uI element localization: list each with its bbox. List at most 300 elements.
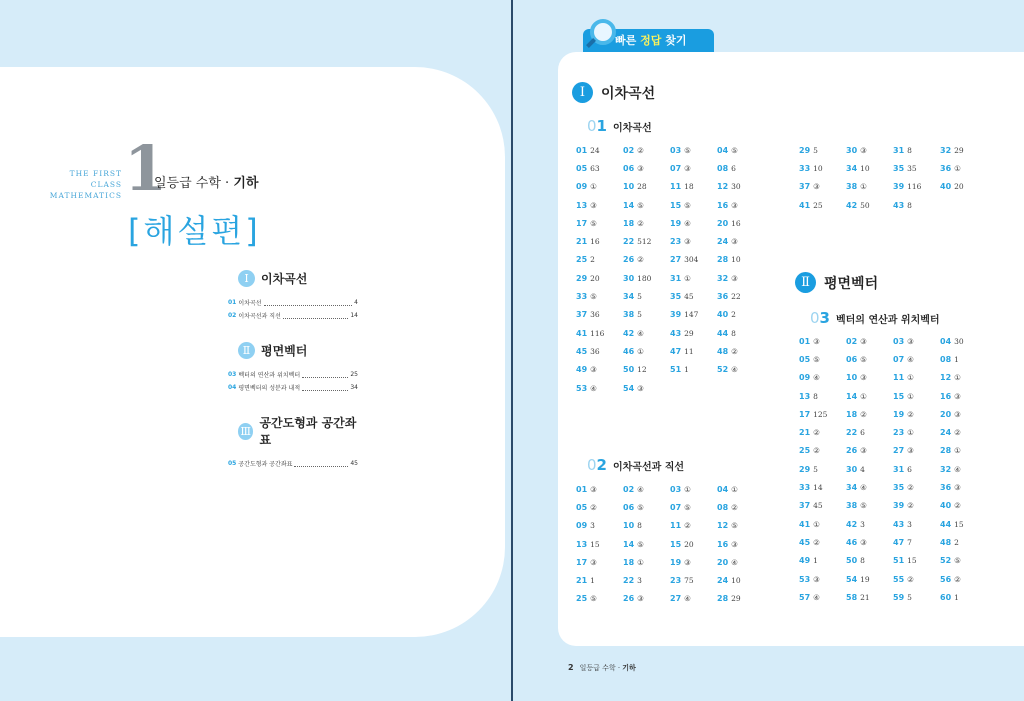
- roman-numeral-badge: Ⅱ: [795, 272, 816, 293]
- answer-cell: [940, 405, 987, 423]
- answer-cell: [623, 324, 670, 342]
- answer-cell: [717, 214, 764, 232]
- answer-value: ⑤: [731, 521, 738, 531]
- answer-value: 10: [731, 576, 741, 586]
- answer-cell: [846, 196, 893, 214]
- toc-section-title: 공간도형과 공간좌표: [259, 416, 357, 447]
- answer-value: 1: [813, 556, 818, 566]
- answer-value: ④: [684, 594, 691, 604]
- question-number: 31: [893, 464, 905, 474]
- answer-cell: [893, 350, 940, 368]
- question-number: 36: [940, 163, 952, 173]
- answer-value: ⑤: [813, 354, 820, 364]
- answer-cell: [576, 306, 623, 324]
- answer-cell: [623, 342, 670, 360]
- answer-value: ⑤: [731, 145, 738, 155]
- answer-value: ⑤: [684, 145, 691, 155]
- answer-value: 7: [907, 537, 912, 547]
- question-number: 48: [717, 346, 729, 356]
- question-number: 16: [940, 391, 952, 401]
- answer-cell: [799, 460, 846, 478]
- toc-item-page: 14: [350, 312, 358, 319]
- question-number: 50: [846, 556, 858, 566]
- answer-cell: [670, 214, 717, 232]
- answer-cell: [717, 498, 764, 516]
- toc-item[interactable]: [228, 457, 358, 470]
- answer-cell: [940, 159, 987, 177]
- answer-cell: [799, 332, 846, 350]
- answer-cell: [846, 497, 893, 515]
- question-number: 19: [893, 409, 905, 419]
- question-number: 03: [893, 336, 905, 346]
- answer-cell: [799, 552, 846, 570]
- answer-cell: [670, 196, 717, 214]
- question-number: 40: [717, 310, 729, 320]
- answer-value: ③: [860, 446, 867, 456]
- answer-cell: [893, 369, 940, 387]
- answer-cell: [576, 535, 623, 553]
- answer-cell: [717, 141, 764, 159]
- answer-value: 304: [684, 255, 699, 265]
- answer-value: ①: [813, 519, 820, 529]
- question-number: 10: [623, 521, 635, 531]
- answer-value: ②: [813, 446, 820, 456]
- question-number: 06: [846, 354, 858, 364]
- roman-numeral-badge: Ⅲ: [238, 423, 253, 440]
- toc-item-number: 05: [228, 460, 237, 467]
- answer-cell: [893, 442, 940, 460]
- solutions-heading: [해설편]: [128, 212, 261, 250]
- answer-cell: [670, 287, 717, 305]
- question-number: 35: [893, 163, 905, 173]
- answer-value: ③: [731, 200, 738, 210]
- answer-value: ⑤: [590, 292, 597, 302]
- answer-value: 36: [590, 346, 600, 356]
- answer-value: 10: [731, 255, 741, 265]
- answer-cell: [717, 590, 764, 608]
- answer-value: 8: [813, 391, 818, 401]
- answer-cell: [623, 287, 670, 305]
- answer-cell: [717, 287, 764, 305]
- brand-english: THE FIRST CLASS MATHEMATICS: [49, 169, 122, 200]
- question-number: 22: [623, 237, 635, 247]
- question-number: 17: [799, 409, 811, 419]
- question-number: 02: [623, 145, 635, 155]
- answer-cell: [623, 141, 670, 159]
- answer-cell: [623, 214, 670, 232]
- brand-title: 일등급 수학 · 기하: [154, 176, 259, 191]
- toc-section: [228, 342, 358, 394]
- answer-value: ③: [860, 537, 867, 547]
- answer-cell: [717, 517, 764, 535]
- toc-section-heading: [238, 270, 358, 287]
- question-number: 54: [846, 574, 858, 584]
- answer-value: ③: [590, 200, 597, 210]
- answer-value: 24: [590, 145, 600, 155]
- question-number: 43: [893, 200, 905, 210]
- answer-cell: [846, 552, 893, 570]
- answer-cell: [846, 515, 893, 533]
- answer-value: 116: [590, 328, 605, 338]
- toc-item[interactable]: [228, 368, 358, 381]
- question-number: 02: [623, 484, 635, 494]
- answer-value: ②: [731, 346, 738, 356]
- answer-value: 8: [860, 556, 865, 566]
- answer-cell: [576, 269, 623, 287]
- question-number: 29: [576, 273, 588, 283]
- answer-cell: [940, 460, 987, 478]
- question-number: 33: [799, 163, 811, 173]
- answer-cell: [846, 570, 893, 588]
- answer-value: 512: [637, 237, 652, 247]
- question-number: 31: [670, 273, 682, 283]
- answer-value: ①: [860, 182, 867, 192]
- question-number: 20: [717, 557, 729, 567]
- answer-value: ②: [954, 428, 961, 438]
- answer-cell: [670, 324, 717, 342]
- answer-value: ④: [637, 328, 644, 338]
- question-number: 60: [940, 592, 952, 602]
- answer-value: 16: [590, 237, 600, 247]
- answer-cell: [670, 232, 717, 250]
- page-number: 2: [568, 663, 574, 672]
- answer-value: ④: [954, 464, 961, 474]
- answer-value: ⑤: [590, 218, 597, 228]
- question-number: 34: [846, 483, 858, 493]
- section-heading: [587, 117, 652, 135]
- question-number: 56: [940, 574, 952, 584]
- answer-cell: [799, 387, 846, 405]
- answer-cell: [799, 533, 846, 551]
- answer-cell: [846, 405, 893, 423]
- answer-cell: [576, 342, 623, 360]
- answer-cell: [717, 553, 764, 571]
- toc-item-page: 25: [350, 371, 358, 378]
- answer-value: ②: [954, 501, 961, 511]
- answer-cell: [893, 570, 940, 588]
- question-number: 31: [893, 145, 905, 155]
- answer-cell: [623, 535, 670, 553]
- answer-cell: [846, 478, 893, 496]
- answer-cell: [717, 571, 764, 589]
- answer-cell: [799, 196, 846, 214]
- question-number: 13: [576, 539, 588, 549]
- answer-value: ①: [684, 273, 691, 283]
- answer-cell: [893, 515, 940, 533]
- answer-cell: [846, 460, 893, 478]
- question-number: 28: [940, 446, 952, 456]
- question-number: 59: [893, 592, 905, 602]
- answer-value: ③: [684, 163, 691, 173]
- question-number: 27: [893, 446, 905, 456]
- question-number: 20: [717, 218, 729, 228]
- answer-cell: [893, 552, 940, 570]
- toc-item-label: 이차곡선과 직선: [238, 313, 281, 320]
- toc-item-page: 4: [354, 299, 358, 306]
- answer-cell: [576, 517, 623, 535]
- answer-value: 8: [907, 145, 912, 155]
- answer-value: 45: [813, 501, 823, 511]
- answer-value: ③: [860, 145, 867, 155]
- answer-cell: [717, 324, 764, 342]
- answer-value: ⑤: [590, 594, 597, 604]
- question-number: 54: [623, 383, 635, 393]
- answer-cell: [799, 159, 846, 177]
- toc-item-label: 평면벡터의 성분과 내적: [238, 385, 301, 392]
- answer-value: ③: [907, 336, 914, 346]
- question-number: 33: [799, 483, 811, 493]
- answer-cell: [717, 251, 764, 269]
- section-number: 01: [587, 117, 607, 135]
- answer-value: 15: [954, 519, 964, 529]
- question-number: 18: [623, 218, 635, 228]
- answer-cell: [670, 178, 717, 196]
- toc-section: [228, 414, 358, 470]
- answer-cell: [799, 423, 846, 441]
- answer-value: 4: [860, 464, 865, 474]
- question-number: 16: [717, 200, 729, 210]
- answer-cell: [576, 178, 623, 196]
- answer-value: ①: [954, 373, 961, 383]
- question-number: 25: [576, 594, 588, 604]
- answer-cell: [576, 324, 623, 342]
- question-number: 18: [846, 409, 858, 419]
- question-number: 06: [623, 163, 635, 173]
- toc-item[interactable]: [228, 296, 358, 309]
- answer-cell: [576, 287, 623, 305]
- toc-item[interactable]: [228, 309, 358, 322]
- answer-value: ④: [731, 365, 738, 375]
- toc-section-heading: [238, 342, 358, 359]
- answer-grid: [799, 141, 987, 214]
- question-number: 37: [576, 310, 588, 320]
- answer-value: ⑤: [684, 200, 691, 210]
- section-title: 이차곡선: [612, 123, 652, 134]
- answer-value: ③: [954, 483, 961, 493]
- question-number: 25: [799, 446, 811, 456]
- answer-value: 5: [637, 310, 642, 320]
- answer-value: ③: [907, 446, 914, 456]
- answer-value: ③: [813, 336, 820, 346]
- question-number: 17: [576, 218, 588, 228]
- answer-value: 29: [954, 145, 964, 155]
- answer-cell: [799, 515, 846, 533]
- answer-cell: [893, 332, 940, 350]
- answer-value: 15: [590, 539, 600, 549]
- question-number: 32: [717, 273, 729, 283]
- question-number: 05: [576, 502, 588, 512]
- answer-cell: [717, 361, 764, 379]
- toc-item[interactable]: [228, 381, 358, 394]
- answer-value: 25: [813, 200, 823, 210]
- toc-item-page: 45: [350, 460, 358, 467]
- answer-cell: [670, 571, 717, 589]
- answer-value: 28: [637, 182, 647, 192]
- answer-cell: [623, 553, 670, 571]
- question-number: 16: [717, 539, 729, 549]
- answer-value: 1: [954, 592, 959, 602]
- question-number: 35: [893, 483, 905, 493]
- question-number: 11: [670, 182, 682, 192]
- toc-section: [228, 270, 358, 322]
- answer-cell: [623, 159, 670, 177]
- toc-item-number: 03: [228, 371, 237, 378]
- question-number: 09: [576, 521, 588, 531]
- answer-cell: [799, 478, 846, 496]
- answer-cell: [576, 590, 623, 608]
- question-number: 07: [670, 163, 682, 173]
- answer-cell: [893, 196, 940, 214]
- answer-value: 12: [637, 365, 647, 375]
- toc-section-title: 이차곡선: [261, 272, 308, 286]
- toc-item-label: 벡터의 연산과 위치벡터: [238, 372, 301, 379]
- answer-value: 16: [731, 218, 741, 228]
- answer-value: 20: [684, 539, 694, 549]
- answer-value: 63: [590, 163, 600, 173]
- question-number: 27: [670, 255, 682, 265]
- question-number: 04: [717, 484, 729, 494]
- question-number: 08: [717, 163, 729, 173]
- section-number: 03: [810, 309, 830, 327]
- roman-numeral-badge: Ⅰ: [238, 270, 255, 287]
- question-number: 51: [893, 556, 905, 566]
- answer-value: ④: [637, 484, 644, 494]
- answer-value: ③: [590, 557, 597, 567]
- answer-value: ④: [907, 354, 914, 364]
- question-number: 13: [576, 200, 588, 210]
- answer-value: 36: [590, 310, 600, 320]
- question-number: 22: [623, 576, 635, 586]
- question-number: 27: [670, 594, 682, 604]
- answer-cell: [576, 498, 623, 516]
- question-number: 30: [846, 464, 858, 474]
- answer-cell: [893, 387, 940, 405]
- question-number: 57: [799, 592, 811, 602]
- question-number: 58: [846, 592, 858, 602]
- answer-value: 2: [954, 537, 959, 547]
- answer-value: 35: [907, 163, 917, 173]
- answer-cell: [717, 269, 764, 287]
- question-number: 53: [576, 383, 588, 393]
- question-number: 12: [940, 373, 952, 383]
- answer-cell: [893, 178, 940, 196]
- answer-cell: [846, 369, 893, 387]
- answer-value: 20: [590, 273, 600, 283]
- answer-value: ⑤: [860, 354, 867, 364]
- question-number: 08: [940, 354, 952, 364]
- question-number: 11: [893, 373, 905, 383]
- answer-value: 45: [684, 292, 694, 302]
- question-number: 26: [846, 446, 858, 456]
- question-number: 26: [623, 255, 635, 265]
- section-title: 이차곡선과 직선: [612, 462, 685, 473]
- answer-cell: [799, 497, 846, 515]
- question-number: 49: [576, 365, 588, 375]
- answer-cell: [576, 251, 623, 269]
- answer-value: ①: [590, 182, 597, 192]
- answer-value: 6: [860, 428, 865, 438]
- question-number: 41: [799, 200, 811, 210]
- answer-value: 6: [731, 163, 736, 173]
- answer-cell: [940, 533, 987, 551]
- question-number: 38: [623, 310, 635, 320]
- answer-value: ⑤: [684, 502, 691, 512]
- question-number: 21: [799, 428, 811, 438]
- question-number: 28: [717, 255, 729, 265]
- answer-value: ②: [813, 537, 820, 547]
- answer-value: ①: [954, 446, 961, 456]
- section-heading: [587, 456, 684, 474]
- answer-value: 5: [813, 145, 818, 155]
- answer-cell: [717, 306, 764, 324]
- question-number: 47: [670, 346, 682, 356]
- answer-value: 5: [813, 464, 818, 474]
- answer-value: ①: [684, 484, 691, 494]
- question-number: 07: [893, 354, 905, 364]
- answer-value: 8: [731, 328, 736, 338]
- answer-value: ④: [731, 557, 738, 567]
- question-number: 37: [799, 182, 811, 192]
- question-number: 45: [576, 346, 588, 356]
- question-number: 19: [670, 218, 682, 228]
- section-number: 02: [587, 456, 607, 474]
- question-number: 39: [893, 501, 905, 511]
- question-number: 02: [846, 336, 858, 346]
- answer-value: ②: [684, 521, 691, 531]
- question-number: 41: [576, 328, 588, 338]
- leader-dots: [294, 461, 348, 467]
- answer-cell: [670, 141, 717, 159]
- toc-item-number: 02: [228, 312, 237, 319]
- answer-value: ②: [907, 574, 914, 584]
- answer-value: ②: [637, 255, 644, 265]
- question-number: 41: [799, 519, 811, 529]
- question-number: 44: [717, 328, 729, 338]
- answer-cell: [799, 405, 846, 423]
- answer-value: 147: [684, 310, 699, 320]
- answer-value: ④: [860, 483, 867, 493]
- question-number: 04: [717, 145, 729, 155]
- question-number: 20: [940, 409, 952, 419]
- answer-value: ②: [813, 428, 820, 438]
- answer-value: ⑤: [954, 556, 961, 566]
- answer-cell: [623, 269, 670, 287]
- question-number: 17: [576, 557, 588, 567]
- question-number: 10: [623, 182, 635, 192]
- answer-value: 11: [684, 346, 694, 356]
- question-number: 42: [623, 328, 635, 338]
- answer-cell: [940, 552, 987, 570]
- answer-value: 116: [907, 182, 922, 192]
- answer-value: 50: [860, 200, 870, 210]
- answer-value: ⑤: [860, 501, 867, 511]
- answer-cell: [623, 196, 670, 214]
- question-number: 09: [799, 373, 811, 383]
- answer-cell: [940, 387, 987, 405]
- answer-value: 22: [731, 292, 741, 302]
- answer-cell: [893, 460, 940, 478]
- answer-value: ③: [731, 237, 738, 247]
- answer-cell: [940, 478, 987, 496]
- answer-cell: [670, 361, 717, 379]
- answer-cell: [670, 306, 717, 324]
- question-number: 23: [893, 428, 905, 438]
- answer-cell: [717, 342, 764, 360]
- question-number: 36: [940, 483, 952, 493]
- answer-cell: [623, 498, 670, 516]
- question-number: 40: [940, 501, 952, 511]
- answer-value: ②: [907, 409, 914, 419]
